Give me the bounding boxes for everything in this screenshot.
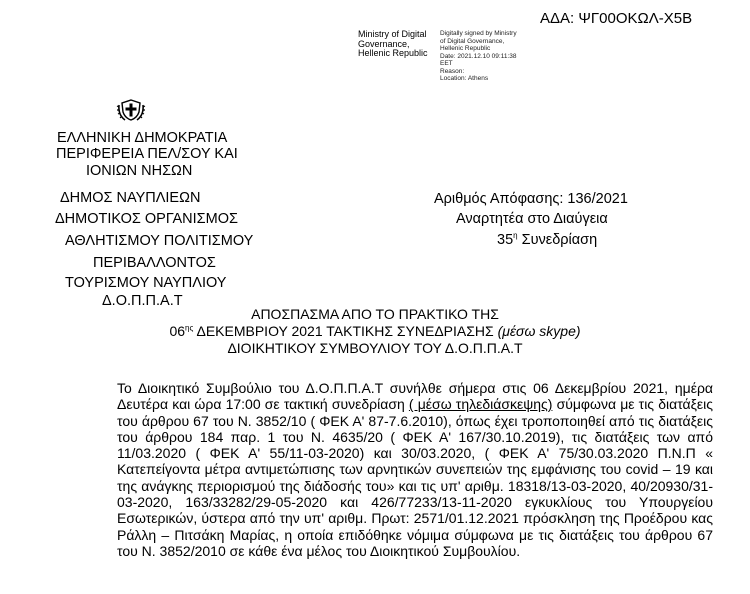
- posting-note: Αναρτητέα στο Διαύγεια: [456, 211, 608, 227]
- org-line: ΠΕΡΙΒΑΛΛΟΝΤΟΣ: [93, 255, 216, 271]
- digital-signer: [358, 30, 428, 59]
- board-title: ΔΙΟΙΚΗΤΙΚΟΥ ΣΥΜΒΟΥΛΙΟΥ ΤΟΥ Δ.Ο.Π.Π.Α.Τ: [227, 340, 523, 356]
- extract-title: ΑΠΟΣΠΑΣΜΑ ΑΠΟ ΤΟ ΠΡΑΚΤΙΚΟ ΤΗΣ: [251, 306, 499, 322]
- greek-emblem-icon: [116, 93, 146, 123]
- signature-detail-line: Location: Athens: [440, 75, 489, 82]
- signature-detail-line: Digitally signed by Ministry: [440, 30, 517, 37]
- org-line: ΠΕΡΙΦΕΡΕΙΑ ΠΕΛ/ΣΟΥ ΚΑΙ: [56, 146, 238, 162]
- signature-detail-line: EET: [440, 60, 453, 67]
- session-number: $35^\eta$ Συνεδρίαση: [497, 231, 598, 248]
- signature-detail-line: Date: 2021.12.10 09:11:38: [440, 52, 517, 60]
- org-line: ΤΟΥΡΙΣΜΟΥ ΝΑΥΠΛΙΟΥ: [65, 275, 227, 291]
- signer-line: Ministry of Digital: [358, 29, 427, 39]
- org-line: ΔΗΜΟΤΙΚΟΣ ΟΡΓΑΝΙΣΜΟΣ: [55, 211, 238, 227]
- org-line: ΑΘΛΗΤΙΣΜΟΥ ΠΟΛΙΤΙΣΜΟΥ: [65, 233, 254, 249]
- org-line: ΔΗΜΟΣ ΝΑΥΠΛΙΕΩΝ: [60, 190, 201, 206]
- signature-detail-line: Reason:: [440, 67, 465, 75]
- org-line: ΙΟΝΙΩΝ ΝΗΣΩΝ: [86, 163, 193, 179]
- session-title: $06^{\eta\varsigma}$ ΔΕΚΕΜΒΡΙΟΥ 2021 ΤΑΚΤΙΚΗΣ ΣΥΝΕΔΡΙΑΣΗΣ (μέσω skype): [169, 323, 581, 339]
- signature-detail-line: of Digital Governance,: [440, 37, 505, 45]
- ada-code: ΑΔΑ: ΨΓ00ΟΚΩΛ-Χ5Β: [540, 10, 693, 27]
- signer-line: Hellenic Republic: [358, 48, 428, 58]
- signer-line: Governance,: [358, 38, 410, 49]
- decision-number: Αριθμός Απόφασης: 136/2021: [434, 191, 628, 207]
- org-line: Δ.Ο.Π.Π.Α.Τ: [102, 293, 183, 309]
- org-line: ΕΛΛΗΝΙΚΗ ΔΗΜΟΚΡΑΤΙΑ: [57, 130, 228, 146]
- signature-detail-line: Hellenic Republic: [440, 45, 491, 52]
- remote-session-note: ( μέσω τηλεδιάσκεψης): [408, 396, 553, 413]
- signature-details: [440, 30, 517, 83]
- body-paragraph: Το Διοικητικό Συμβούλιο του Δ.Ο.Π.Π.Α.Τ συνήλθε σήμερα στις 06 Δεκεμβρίου 2021, ημέρα Δευτέρα και ώρα 17:00 σε τακτική συνεδρίαση ( μέσω τηλεδιάσκεψης) σύμφωνα με τις διατάξεις του άρθρου 67 του Ν. 3852/10 ( ΦΕΚ Α' 87-7.6.2010), όπως έχει τροποποιηθεί από τις διατάξεις του άρθρου 184 παρ. 1 του Ν. 4635/20 ( ΦΕΚ Α' 167/30.10.2019), τις διατάξεις των από 11/03.2020 ( ΦΕΚ Α' 55/11-03-2020) και 30/03.2020, ( ΦΕΚ Α' 75/30.03.2020 Π.Ν.Π « Κατεπείγοντα μέτρα αντιμετώπισης των αρνητικών συνεπειών της εμφάνισης του covid – 19 και της ανάγκης περιορισμού της διάδοσής του» και τις υπ' αριθμ. 18318/13-03-2020, 40/20930/31-03-2020, 163/33282/29-05-2020 και 426/77233/13-11-2020 εγκυκλίους του Υπουργείου Εσωτερικών, ύστερα από την υπ' αριθμ. Πρωτ: 2571/01.12.2021 πρόσκληση της Προέδρου κας Ράλλη – Πιτσάκη Μαρίας, η οποία επιδόθηκε νόμιμα σύμφωνα με τις διατάξεις του άρθρου 67 του Ν. 3852/2010 σε κάθε ένα μέλος του Διοικητικού Συμβουλίου.: [117, 380, 713, 559]
